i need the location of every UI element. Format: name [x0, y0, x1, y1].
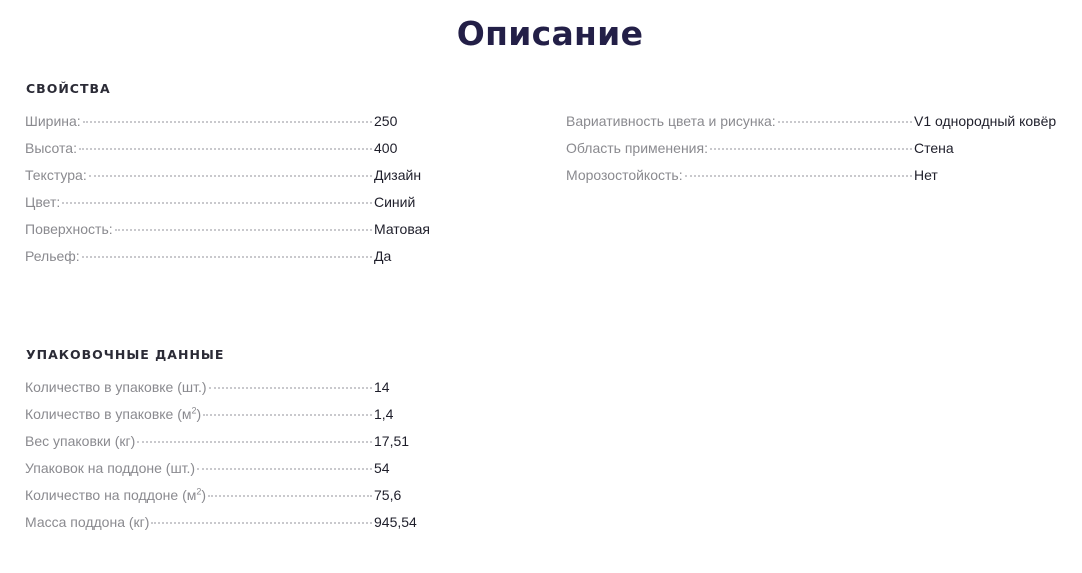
packaging-value: 54 — [374, 460, 390, 476]
property-value: Синий — [374, 194, 416, 210]
packaging-label-end: ) — [201, 487, 207, 503]
packaging-label-text: Количество на поддоне (м — [25, 487, 197, 503]
dotted-leader — [62, 202, 372, 204]
packaging-label-end: ) — [196, 406, 202, 422]
property-row-relief — [25, 248, 427, 275]
packaging-label — [25, 406, 201, 422]
packaging-value: 17,51 — [374, 433, 410, 449]
property-row-height — [25, 140, 427, 167]
dotted-leader — [79, 148, 372, 150]
packaging-label: Количество в упаковке (шт.) — [25, 379, 207, 395]
property-label: Область применения: — [566, 140, 708, 156]
packaging-list — [25, 379, 427, 541]
packaging-row-pallet-weight — [25, 514, 427, 541]
packaging-label: Упаковок на поддоне (шт.) — [25, 460, 196, 476]
packaging-label — [25, 487, 206, 503]
packaging-value: 1,4 — [374, 406, 394, 422]
property-row-application — [566, 140, 1052, 167]
property-label: Текстура: — [25, 167, 87, 183]
dotted-leader — [203, 414, 372, 416]
property-value: Дизайн — [374, 167, 422, 183]
squared-superscript: 2 — [196, 486, 202, 497]
properties-left-list — [25, 113, 430, 275]
property-label: Рельеф: — [25, 248, 80, 264]
dotted-leader — [83, 121, 372, 123]
packaging-value: 75,6 — [374, 487, 402, 503]
property-label: Ширина: — [25, 113, 81, 129]
dotted-leader — [89, 175, 372, 177]
packaging-row-m2-per-pallet — [25, 487, 427, 514]
properties-right-list — [566, 113, 1057, 194]
property-label: Вариативность цвета и рисунка: — [566, 113, 776, 129]
packaging-label: Масса поддона (кг) — [25, 514, 150, 530]
packaging-row-pack-weight — [25, 433, 427, 460]
dotted-leader — [710, 148, 912, 150]
property-label: Цвет: — [25, 194, 61, 210]
page-title: Описание — [456, 14, 644, 53]
property-row-width — [25, 113, 427, 140]
property-row-variation — [566, 113, 1057, 140]
properties-heading: СВОЙСТВА — [26, 81, 111, 96]
property-label: Высота: — [25, 140, 77, 156]
packaging-label: Вес упаковки (кг) — [25, 433, 136, 449]
squared-superscript: 2 — [191, 405, 197, 416]
property-value: Матовая — [374, 221, 430, 237]
dotted-leader — [208, 495, 372, 497]
packaging-value: 945,54 — [374, 514, 417, 530]
property-row-frost-resistance — [566, 167, 1052, 194]
property-row-surface — [25, 221, 430, 248]
dotted-leader — [778, 121, 912, 123]
property-value: Да — [374, 248, 392, 264]
packaging-value: 14 — [374, 379, 390, 395]
dotted-leader — [209, 387, 372, 389]
packaging-row-packs-per-pallet — [25, 460, 427, 487]
packaging-row-pcs-per-pack — [25, 379, 427, 406]
dotted-leader — [115, 229, 372, 231]
property-row-texture — [25, 167, 427, 194]
property-label: Морозостойкость: — [566, 167, 683, 183]
property-label: Поверхность: — [25, 221, 113, 237]
dotted-leader — [151, 522, 372, 524]
packaging-heading: УПАКОВОЧНЫЕ ДАННЫЕ — [26, 347, 225, 362]
dotted-leader — [137, 441, 372, 443]
dotted-leader — [685, 175, 912, 177]
property-row-color — [25, 194, 427, 221]
property-value: 250 — [374, 113, 398, 129]
property-value: Нет — [914, 167, 938, 183]
property-value: V1 однородный ковёр — [914, 113, 1057, 129]
property-value: 400 — [374, 140, 398, 156]
dotted-leader — [82, 256, 372, 258]
dotted-leader — [197, 468, 372, 470]
packaging-row-m2-per-pack — [25, 406, 427, 433]
packaging-label-text: Количество в упаковке (м — [25, 406, 192, 422]
property-value: Стена — [914, 140, 954, 156]
